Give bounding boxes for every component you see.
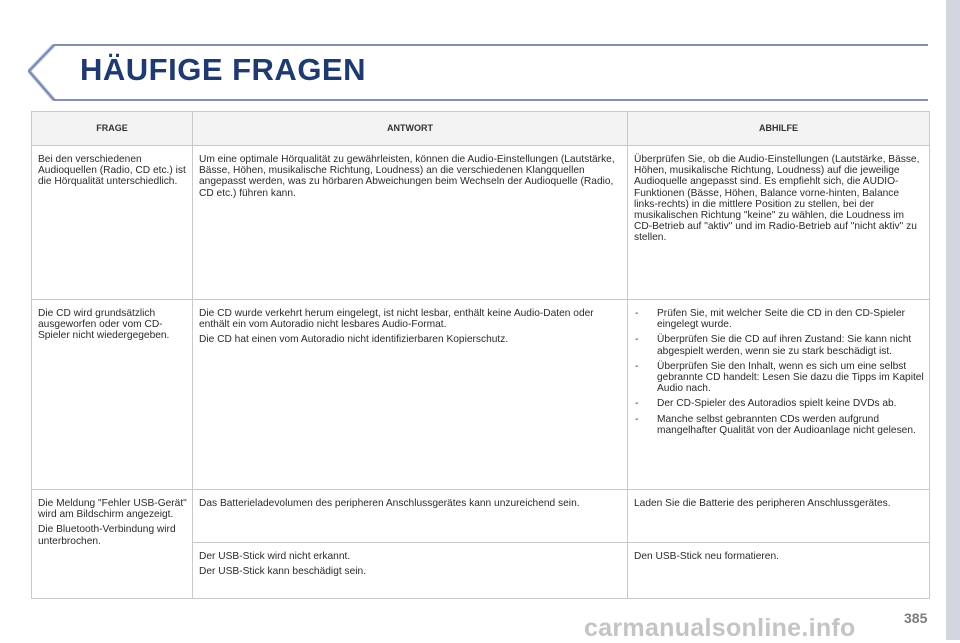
abhilfe-text: Laden Sie die Batterie des peripheren Anschlussgerätes. [634, 498, 891, 509]
table-row [32, 146, 930, 300]
antwort-cell [193, 490, 628, 543]
frage-text: Die CD wird grundsätzlich ausgeworfen oder vom CD-Spieler nicht wiedergegeben. [38, 308, 170, 342]
antwort-text: Die CD hat einen vom Autoradio nicht identifizierbaren Kopierschutz. [199, 334, 509, 346]
table-row [32, 300, 930, 490]
abhilfe-cell [628, 146, 930, 300]
abhilfe-bullet-list [634, 308, 924, 436]
antwort-text: Die CD wurde verkehrt herum eingelegt, ist nicht lesbar, enthält keine Audio-Daten oder enthält ein vom Autoradio nicht lesbares Audio-Format. [199, 308, 594, 331]
watermark: carmanualsonline.info [584, 614, 856, 642]
table-row [32, 490, 930, 543]
list-item: - Prüfen Sie, mit welcher Seite die CD in den CD-Spieler eingelegt wurde. [634, 308, 924, 330]
frage-text: Bei den verschiedenen Audioquellen (Radio, CD etc.) ist die Hörqualität unterschiedlich. [38, 154, 186, 188]
column-header-abhilfe: ABHILFE [628, 112, 930, 146]
abhilfe-cell [628, 490, 930, 543]
antwort-cell [193, 146, 628, 300]
abhilfe-cell [628, 543, 930, 599]
page-title: HÄUFIGE FRAGEN [80, 52, 366, 87]
frage-cell [32, 300, 193, 490]
column-header-frage: FRAGE [32, 112, 193, 146]
table-header-row [32, 112, 930, 146]
frage-cell [32, 490, 193, 599]
antwort-text: Der USB-Stick kann beschädigt sein. [199, 566, 367, 578]
antwort-cell [193, 300, 628, 490]
frage-cell [32, 146, 193, 300]
list-item: - Der CD-Spieler des Autoradios spielt keine DVDs ab. [634, 398, 924, 409]
column-header-antwort: ANTWORT [193, 112, 628, 146]
list-item: - Manche selbst gebrannten CDs werden aufgrund mangelhafter Qualität von der Audioanlage nicht gelesen. [634, 414, 924, 436]
antwort-text: Der USB-Stick wird nicht erkannt. [199, 551, 351, 562]
list-item: - Überprüfen Sie den Inhalt, wenn es sich um eine selbst gebrannte CD handelt: Lesen Sie dazu die Tipps im Kapitel Audio nach. [634, 361, 924, 395]
abhilfe-text: Den USB-Stick neu formatieren. [634, 551, 779, 562]
list-item: - Überprüfen Sie die CD auf ihren Zustand: Sie kann nicht abgespielt werden, wenn sie zu stark beschädigt ist. [634, 334, 924, 356]
faq-table [31, 111, 930, 599]
frage-text: Die Meldung "Fehler USB-Gerät" wird am Bildschirm angezeigt. [38, 498, 187, 521]
antwort-cell [193, 543, 628, 599]
frage-text: Die Bluetooth-Verbindung wird unterbrochen. [38, 524, 176, 547]
page-number: 385 [904, 610, 928, 626]
page-side-bar [946, 0, 960, 640]
abhilfe-cell [628, 300, 930, 490]
antwort-text: Das Batterieladevolumen des peripheren Anschlussgerätes kann unzureichend sein. [199, 498, 580, 509]
abhilfe-text: Überprüfen Sie, ob die Audio-Einstellungen (Lautstärke, Bässe, Höhen, musikalische Richtung, Loudness) auf die jeweilige Audioquelle angepasst sind. Es empfiehlt sich, die AUDIO-Funktionen (Bässe, Höhen, Balance vorne-hinten, Balance links-rechts) in die mittlere Position zu stellen, bei der musikalischen Richtung "keine" zu wählen, die Loudness im CD-Betrieb auf "aktiv" und im Radio-Betrieb auf "nicht aktiv" zu stellen. [634, 154, 920, 244]
antwort-text: Um eine optimale Hörqualität zu gewährleisten, können die Audio-Einstellungen (Lautstärke, Bässe, Höhen, musikalische Richtung, Loudness) an die verschiedenen Klangquellen angepasst werden, was zu hörbaren Abweichungen beim Wechseln der Audioquelle (Radio, CD etc.) führen kann. [199, 154, 615, 199]
